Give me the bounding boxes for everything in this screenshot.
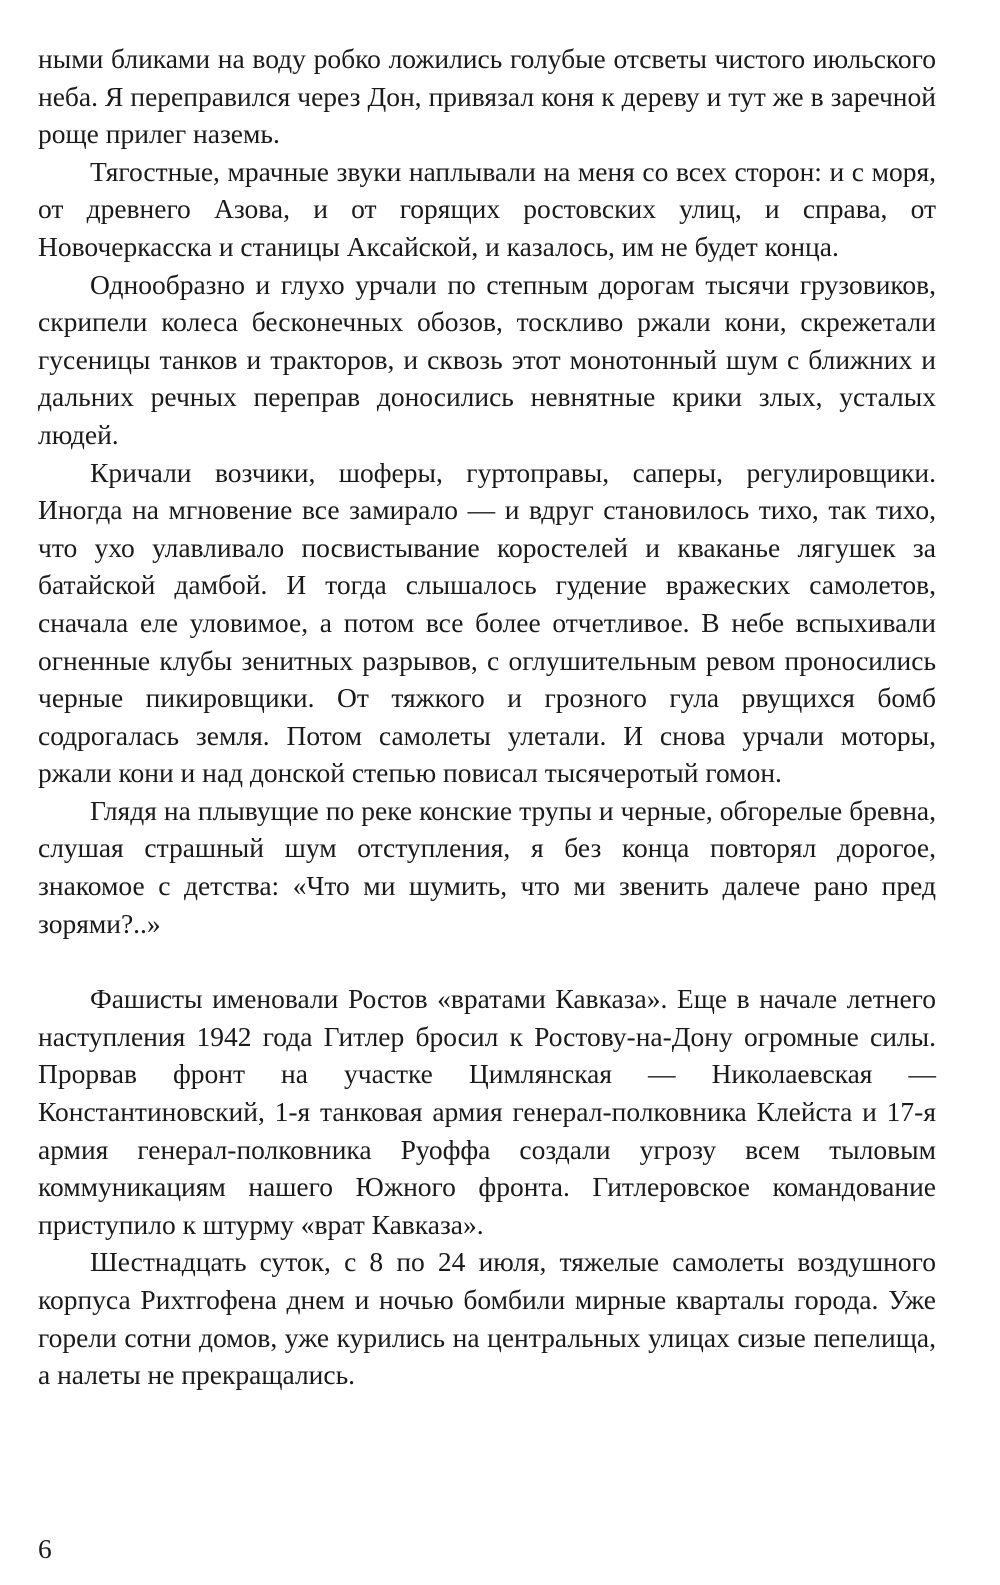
page-number: 6 xyxy=(38,1533,52,1564)
paragraph: Шестнадцать суток, с 8 по 24 июля, тяжелые самолеты воздушного корпуса Рихтгофена днем и ночью бомбили мирные кварталы города. Уже горели сотни домов, уже курились на центральных улицах сизые пепелища, а налеты не прекращались. xyxy=(38,1246,936,1391)
paragraph-continued: ными бликами на воду робко ложились голубые отсветы чистого июльского неба. Я переправился через Дон, привязал коня к дереву и тут же в заречной роще прилег наземь. xyxy=(38,43,936,150)
paragraph: Тягостные, мрачные звуки наплывали на меня со всех сторон: и с моря, от древнего Азова, и от горящих ростовских улиц, и справа, от Новочеркасска и станицы Аксайской, и казалось, им не будет конца. xyxy=(38,155,936,262)
paragraph: Глядя на плывущие по реке конские трупы и черные, обгорелые бревна, слушая страшный шум отступления, я без конца повторял дорогое, знакомое с детства: «Что ми шумить, что ми звенить далече рано пред зорями?..» xyxy=(38,794,936,939)
section-break xyxy=(38,942,936,980)
paragraph: Кричали возчики, шоферы, гуртоправы, саперы, регулировщики. Иногда на мгновение все замирало — и вдруг становилось тихо, так тихо, что ухо улавливало посвистывание коростелей и кваканье лягушек за батайской дамбой. И тогда слышалось гудение вражеских самолетов, сначала еле уловимое, а потом все более отчетливое. В небе вспыхивали огненные клубы зенитных разрывов, с оглушительным ревом проносились черные пикировщики. От тяжкого и грозного гула рвущихся бомб содрогалась земля. Потом самолеты улетали. И снова урчали моторы, ржали кони и над донской степью повисал тысячеротый гомон. xyxy=(38,456,936,789)
paragraph: Однообразно и глухо урчали по степным дорогам тысячи грузовиков, скрипели колеса бесконечных обозов, тоскливо ржали кони, скрежетали гусеницы танков и тракторов, и сквозь этот монотонный шум с ближних и дальних речных переправ доносились невнятные крики злых, усталых людей. xyxy=(38,268,936,450)
paragraph: Фашисты именовали Ростов «вратами Кавказа». Еще в начале летнего наступления 1942 года Гитлер бросил к Ростову-на-Дону огромные силы. Прорвав фронт на участке Цимлянская — Николаевская — Константиновский, 1-я танковая армия генерал-полковника Клейста и 17-я армия генерал-полковника Руоффа создали угрозу всем тыловым коммуникациям нашего Южного фронта. Гитлеровское командование приступило к штурму «врат Кавказа». xyxy=(38,983,936,1240)
body-text xyxy=(38,40,936,1394)
